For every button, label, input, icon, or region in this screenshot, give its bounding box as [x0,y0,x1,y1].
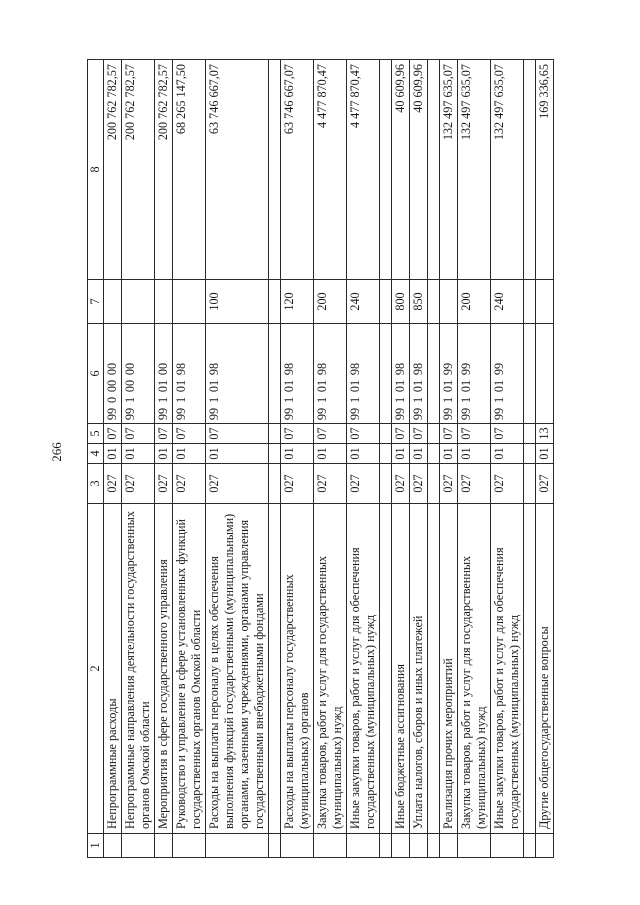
target-code-part: 99 [207,407,221,421]
cell-code3: 027 [104,464,122,504]
table-row [347,60,380,858]
row-name: Реализация прочих мероприятий [440,504,458,834]
row-name: Другие общегосударственные вопросы [536,504,554,834]
target-code-part: 99 [393,407,407,421]
cell-code4: 01 [155,444,173,464]
cell-amount: 132 497 635,07 [440,60,458,280]
target-code-part: 1 [348,396,362,404]
cell-code5: 13 [536,424,554,444]
spacer-cell [524,834,536,858]
cell-code4: 01 [173,444,206,464]
target-code-part: 1 [207,396,221,404]
row-name: Уплата налогов, сборов и иных платежей [410,504,428,834]
page-number: 266 [49,442,64,462]
rotated-table-container [87,60,611,858]
cell-code7: 120 [281,280,314,324]
cell-code7: 850 [410,280,428,324]
target-code-part: 01 [315,379,329,393]
header-col-1: 1 [88,834,104,858]
table-row [173,60,206,858]
spacer-cell [269,280,281,324]
target-code-part: 99 [459,362,473,376]
cell-col1 [122,834,155,858]
table-row [122,60,155,858]
cell-code3: 027 [347,464,380,504]
cell-col1 [155,834,173,858]
cell-amount: 200 762 782,57 [155,60,173,280]
cell-code4: 01 [491,444,524,464]
target-code-part: 99 [411,407,425,421]
table-row [314,60,347,858]
table-row [206,60,269,858]
cell-code4: 01 [314,444,347,464]
spacer-cell [269,444,281,464]
cell-code5: 07 [206,424,269,444]
header-col-4: 4 [88,444,104,464]
table-row [392,60,410,858]
target-code-part: 00 [105,379,119,393]
spacer-row [380,60,392,858]
cell-col1 [347,834,380,858]
spacer-cell [380,464,392,504]
spacer-row [524,60,536,858]
cell-col1 [458,834,491,858]
cell-code5: 07 [122,424,155,444]
row-name: Иные бюджетные ассигнования [392,504,410,834]
cell-amount: 68 265 147,50 [173,60,206,280]
target-code-part: 99 [174,407,188,421]
cell-col1 [314,834,347,858]
spacer-cell [380,60,392,280]
spacer-row [269,60,281,858]
header-col-3: 3 [88,464,104,504]
cell-code7 [122,280,155,324]
cell-target-code [392,324,410,424]
cell-col1 [491,834,524,858]
spacer-cell [269,504,281,834]
target-code-part: 99 [492,407,506,421]
cell-code3: 027 [206,464,269,504]
cell-code4: 01 [104,444,122,464]
cell-col1 [173,834,206,858]
spacer-cell [524,324,536,424]
cell-code3: 027 [392,464,410,504]
target-code-part: 99 [441,362,455,376]
target-code-part: 01 [348,379,362,393]
spacer-cell [428,444,440,464]
cell-amount: 132 497 635,07 [491,60,524,280]
cell-amount: 40 609,96 [392,60,410,280]
target-code-part: 99 [315,407,329,421]
target-code-part: 98 [174,362,188,376]
row-name: Иные закупки товаров, работ и услуг для обеспечения государственных (муниципальных) нужд [491,504,524,834]
cell-col1 [410,834,428,858]
cell-code7: 240 [347,280,380,324]
row-name: Непрограммные расходы [104,504,122,834]
cell-code5: 07 [155,424,173,444]
spacer-cell [269,60,281,280]
cell-col1 [206,834,269,858]
target-code-part: 98 [282,362,296,376]
table-row [536,60,554,858]
cell-code4: 01 [536,444,554,464]
spacer-cell [524,280,536,324]
cell-target-code [122,324,155,424]
header-row [88,60,104,858]
target-code-part: 99 [123,407,137,421]
spacer-cell [428,424,440,444]
target-code-part: 01 [174,379,188,393]
spacer-cell [380,424,392,444]
cell-col1 [392,834,410,858]
header-col-8: 8 [88,60,104,280]
target-code-part: 00 [123,379,137,393]
target-code-part: 00 [123,362,137,376]
cell-code7 [440,280,458,324]
cell-target-code [281,324,314,424]
cell-code7: 200 [314,280,347,324]
target-code-part: 99 [156,407,170,421]
spacer-cell [428,464,440,504]
cell-code3: 027 [281,464,314,504]
spacer-row [428,60,440,858]
cell-amount: 200 762 782,57 [104,60,122,280]
target-code-part: 99 [441,407,455,421]
cell-code3: 027 [458,464,491,504]
spacer-cell [269,464,281,504]
cell-amount: 63 746 667,07 [281,60,314,280]
table-body [104,60,554,858]
cell-code3: 027 [122,464,155,504]
cell-code4: 01 [347,444,380,464]
target-code-part: 1 [123,396,137,404]
cell-code7 [173,280,206,324]
target-code-part: 01 [411,379,425,393]
cell-code7: 240 [491,280,524,324]
row-name: Иные закупки товаров, работ и услуг для обеспечения государственных (муниципальных) нужд [347,504,380,834]
cell-code5: 07 [314,424,347,444]
cell-code4: 01 [122,444,155,464]
target-code-part: 99 [459,407,473,421]
target-code-part: 98 [207,362,221,376]
table-row [458,60,491,858]
table-row [440,60,458,858]
spacer-cell [269,424,281,444]
cell-target-code [458,324,491,424]
cell-amount: 63 746 667,07 [206,60,269,280]
row-name: Расходы на выплаты персоналу государственных (муниципальных) органов [281,504,314,834]
cell-code7 [104,280,122,324]
target-code-part: 1 [441,396,455,404]
spacer-cell [428,504,440,834]
cell-code3: 027 [491,464,524,504]
cell-code3: 027 [173,464,206,504]
row-name: Непрограммные направления деятельности государственных органов Омской области [122,504,155,834]
cell-code3: 027 [410,464,428,504]
spacer-cell [428,324,440,424]
cell-target-code [410,324,428,424]
spacer-cell [524,444,536,464]
spacer-cell [524,60,536,280]
target-code-part: 98 [348,362,362,376]
header-col-7: 7 [88,280,104,324]
cell-code5: 07 [104,424,122,444]
spacer-cell [269,834,281,858]
cell-target-code [206,324,269,424]
cell-code3: 027 [536,464,554,504]
cell-amount: 40 609,96 [410,60,428,280]
cell-target-code [491,324,524,424]
row-name: Мероприятия в сфере государственного управления [155,504,173,834]
target-code-part: 1 [492,396,506,404]
spacer-cell [380,444,392,464]
cell-code4: 01 [458,444,491,464]
cell-col1 [281,834,314,858]
target-code-part: 1 [174,396,188,404]
table-row [155,60,173,858]
cell-target-code [314,324,347,424]
target-code-part: 01 [156,379,170,393]
cell-code4: 01 [392,444,410,464]
cell-amount: 200 762 782,57 [122,60,155,280]
target-code-part: 1 [393,396,407,404]
spacer-cell [524,464,536,504]
cell-code5: 07 [347,424,380,444]
target-code-part: 01 [207,379,221,393]
row-name: Расходы на выплаты персоналу в целях обеспечения выполнения функций государственными (муниципальными) органами, казенными учреждениями, органами управления государственными внебюджетными фондами [206,504,269,834]
target-code-part: 0 [105,396,119,404]
row-name: Закупка товаров, работ и услуг для государственных (муниципальных) нужд [458,504,491,834]
cell-code7: 100 [206,280,269,324]
target-code-part: 1 [156,396,170,404]
spacer-cell [269,324,281,424]
target-code-part: 00 [156,362,170,376]
target-code-part: 1 [315,396,329,404]
target-code-part: 98 [411,362,425,376]
spacer-cell [380,324,392,424]
cell-amount: 132 497 635,07 [458,60,491,280]
target-code-part: 99 [105,407,119,421]
target-code-part: 01 [459,379,473,393]
cell-code3: 027 [155,464,173,504]
cell-code3: 027 [314,464,347,504]
spacer-cell [428,280,440,324]
table-row [281,60,314,858]
table-row [410,60,428,858]
cell-target-code [347,324,380,424]
spacer-cell [524,424,536,444]
row-name: Руководство и управление в сфере установленных функций государственных органов Омской области [173,504,206,834]
target-code-part: 99 [348,407,362,421]
cell-target-code [536,324,554,424]
cell-code5: 07 [458,424,491,444]
cell-code4: 01 [410,444,428,464]
cell-target-code [440,324,458,424]
target-code-part: 00 [105,362,119,376]
cell-code5: 07 [410,424,428,444]
cell-code7 [155,280,173,324]
cell-code4: 01 [281,444,314,464]
target-code-part: 01 [282,379,296,393]
spacer-cell [428,834,440,858]
table-row [491,60,524,858]
cell-col1 [104,834,122,858]
cell-code5: 07 [173,424,206,444]
target-code-part: 01 [441,379,455,393]
target-code-part: 1 [459,396,473,404]
cell-code4: 01 [440,444,458,464]
target-code-part: 01 [492,379,506,393]
spacer-cell [524,504,536,834]
row-name: Закупка товаров, работ и услуг для государственных (муниципальных) нужд [314,504,347,834]
cell-amount: 169 336,65 [536,60,554,280]
cell-target-code [104,324,122,424]
header-col-6: 6 [88,324,104,424]
spacer-cell [380,280,392,324]
spacer-cell [380,834,392,858]
budget-table [87,59,554,858]
cell-col1 [440,834,458,858]
cell-amount: 4 477 870,47 [347,60,380,280]
spacer-cell [428,60,440,280]
header-col-2: 2 [88,504,104,834]
cell-code5: 07 [491,424,524,444]
target-code-part: 1 [411,396,425,404]
table-row [104,60,122,858]
cell-code7 [536,280,554,324]
cell-code7: 200 [458,280,491,324]
target-code-part: 01 [393,379,407,393]
target-code-part: 99 [282,407,296,421]
cell-code4: 01 [206,444,269,464]
header-col-5: 5 [88,424,104,444]
target-code-part: 99 [492,362,506,376]
cell-code3: 027 [440,464,458,504]
cell-code5: 07 [281,424,314,444]
cell-code5: 07 [440,424,458,444]
cell-target-code [155,324,173,424]
target-code-part: 1 [282,396,296,404]
spacer-cell [380,504,392,834]
target-code-part: 98 [393,362,407,376]
cell-code5: 07 [392,424,410,444]
cell-amount: 4 477 870,47 [314,60,347,280]
target-code-part: 98 [315,362,329,376]
cell-target-code [173,324,206,424]
cell-code7: 800 [392,280,410,324]
cell-col1 [536,834,554,858]
